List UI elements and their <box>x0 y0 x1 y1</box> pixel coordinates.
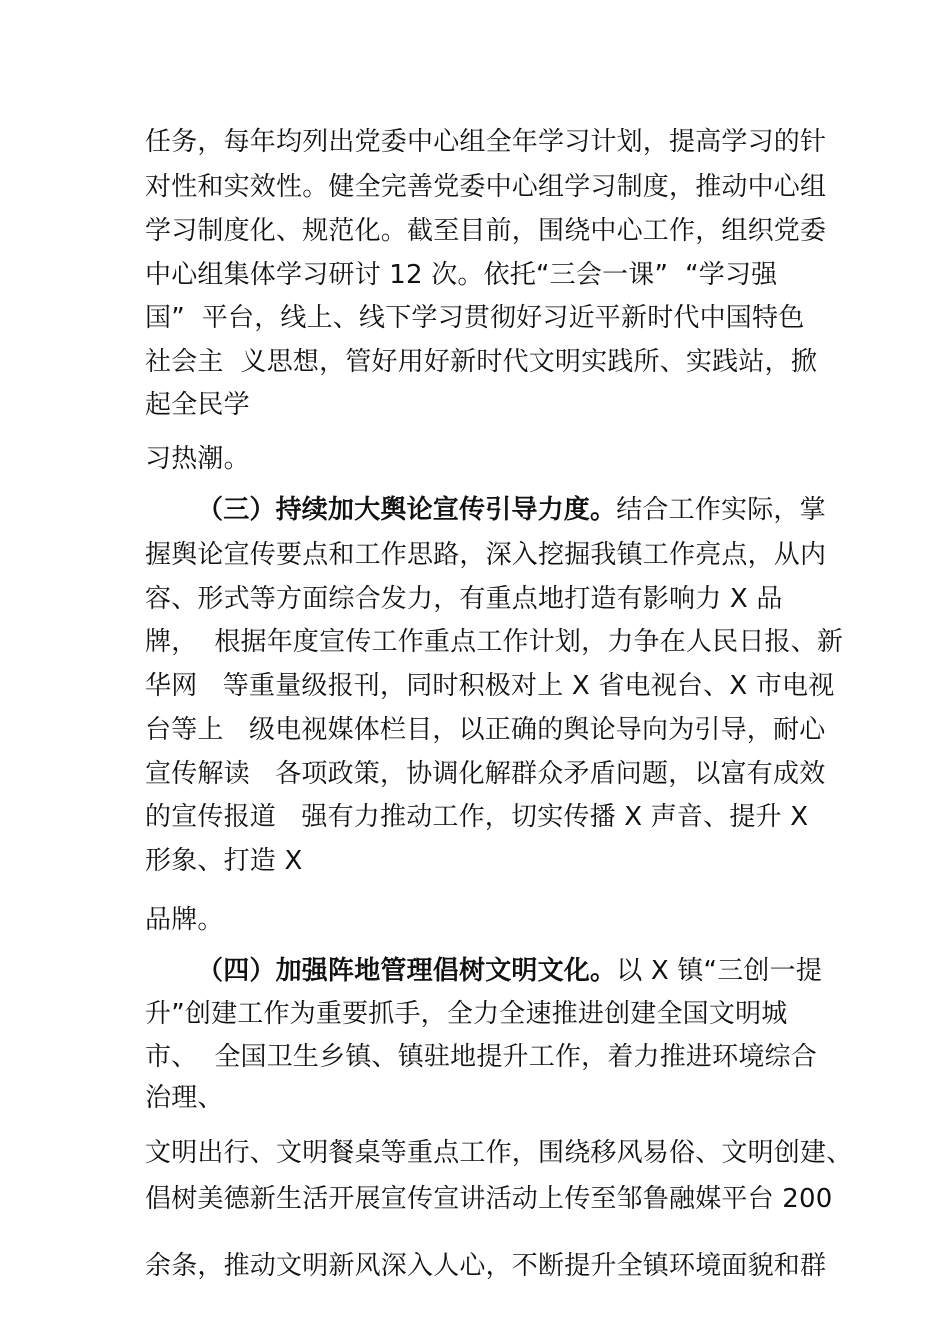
body-text-line: 华网 等重量级报刊，同时积极对上 X 省电视台、X 市电视 <box>145 671 835 701</box>
body-text-line: 的宣传报道 强有力推动工作，切实传播 X 声音、提升 X <box>145 802 809 832</box>
body-text-line: 治理、 <box>145 1083 224 1113</box>
body-text-line: 倡树美德新生活开展宣传宣讲活动上传至邹鲁融媒平台 200 <box>145 1184 833 1214</box>
body-text-line: 升”创建工作为重要抓手，全力全速推进创建全国文明城 <box>145 999 788 1029</box>
body-text-line: 任务，每年均列出党委中心组全年学习计划，提高学习的针 <box>145 127 827 157</box>
body-text-line: 习热潮。 <box>145 444 250 474</box>
body-text-line: 中心组集体学习研讨 12 次。依托“三会一课” “学习强 <box>145 260 778 290</box>
body-text-line: 形象、打造 X <box>145 846 303 876</box>
body-text-line: 牌， 根据年度宣传工作重点工作计划，力争在人民日报、新 <box>145 627 844 657</box>
body-text-line: 容、形式等方面综合发力，有重点地打造有影响力 X 品 <box>145 584 783 614</box>
section-paragraph-start <box>197 954 822 988</box>
body-text-line: 社会主 义思想，管好用好新时代文明实践所、实践站，掀 <box>145 347 817 377</box>
section-heading: （四）加强阵地管理倡树文明文化。 <box>197 956 617 986</box>
body-text-line: 宣传解读 各项政策，协调化解群众矛盾问题，以富有成效 <box>145 759 826 789</box>
body-text-line: 台等上 级电视媒体栏目，以正确的舆论导向为引导，耐心 <box>145 715 826 745</box>
body-text-line: 余条，推动文明新风深入人心，不断提升全镇环境面貌和群 <box>145 1251 827 1281</box>
body-text-line: 握舆论宣传要点和工作思路，深入挖掘我镇工作亮点，从内 <box>145 540 827 570</box>
body-text-line: 结合工作实际，掌 <box>616 495 826 525</box>
body-text-line: 品牌。 <box>145 905 224 935</box>
section-heading: （三）持续加大舆论宣传引导力度。 <box>197 495 617 525</box>
body-text-line: 市、 全国卫生乡镇、镇驻地提升工作，着力推进环境综合 <box>145 1042 817 1072</box>
body-text-line: 文明出行、文明餐桌等重点工作，围绕移风易俗、文明创建、 <box>145 1138 853 1168</box>
body-text-line: 起全民学 <box>145 390 250 420</box>
body-text-line: 对性和实效性。健全完善党委中心组学习制度，推动中心组 <box>145 172 827 202</box>
body-text-line: 国” 平台，线上、线下学习贯彻好习近平新时代中国特色 <box>145 303 805 333</box>
section-paragraph-start <box>197 493 826 527</box>
body-text-line: 以 X 镇“三创一提 <box>616 956 823 986</box>
body-text-line: 学习制度化、规范化。截至目前，围绕中心工作，组织党委 <box>145 216 827 246</box>
